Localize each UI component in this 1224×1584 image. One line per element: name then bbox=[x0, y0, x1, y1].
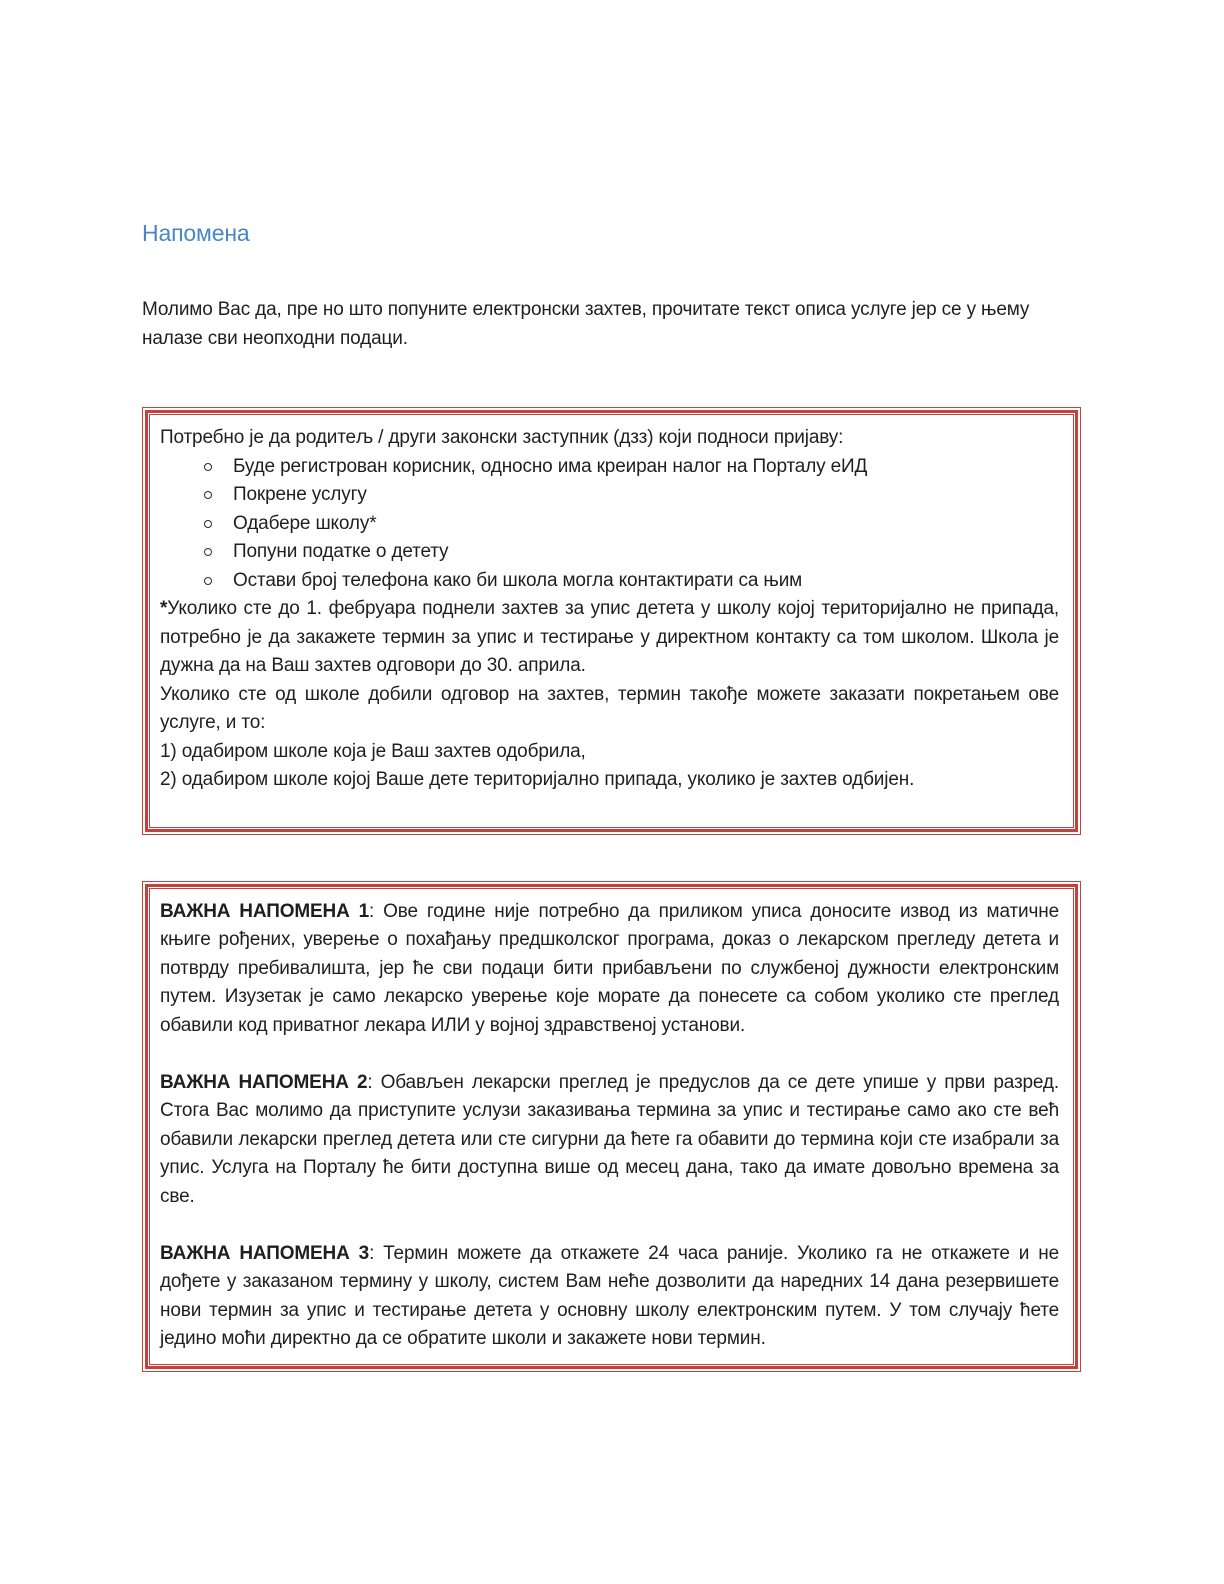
bullet-circle-icon bbox=[204, 463, 212, 471]
important-note-1 bbox=[160, 898, 1059, 1041]
requirements-list bbox=[160, 453, 1059, 596]
important-note-2-label: ВАЖНА НАПОМЕНА 2 bbox=[160, 1071, 368, 1093]
bullet-circle-icon bbox=[204, 577, 212, 585]
important-notes-box-mid-border bbox=[145, 884, 1078, 1369]
important-note-2-text: : Обављен лекарски преглед је предуслов да се дете упише у први разред. Стога Вас молимо да приступите услузи заказивања термина за упис и тестирање само ако сте већ обавили лекарски преглед детета или сте сигурни да ћете га обавити до термина који сте изабрали за упис. Услуга на Порталу ће бити доступна више од месец дана, тако да имате довољно времена за све. bbox=[160, 1071, 1059, 1207]
important-notes-box-content bbox=[149, 888, 1074, 1365]
important-note-1-label: ВАЖНА НАПОМЕНА 1 bbox=[160, 900, 370, 922]
list-item bbox=[160, 538, 1059, 567]
footnote-text: Уколико сте до 1. фебруара поднели захтев за упис детета у школу којој територијално не припада, потребно је да закажете термин за упис и тестирање у директном контакту са том школом. Школа је дужна да на Ваш захтев одговори до 30. априла. bbox=[160, 598, 1059, 676]
intro-paragraph: Молимо Вас да, пре но што попуните електронски захтев, прочитате текст описа услуге јер се у њему налазе сви неопходни подаци. bbox=[142, 299, 1030, 349]
important-note-3 bbox=[160, 1240, 1059, 1354]
school-response-paragraph: Уколико сте од школе добили одговор на захтев, термин такође можете заказати покретањем ове услуге, и то: bbox=[160, 683, 1059, 733]
requirements-box bbox=[142, 407, 1081, 835]
option-line: 2) одабиром школе којој Ваше дете територијално припада, уколико је захтев одбијен. bbox=[160, 769, 915, 790]
important-note-1-text: : Ове године није потребно да приликом уписа доносите извод из матичне књиге рођених, уверење о похађању предшколског програма, доказ о лекарском прегледу детета и потврду пребивалишта, јер ће сви подаци бити прибављени по службеној дужности електронским путем. Изузетак је само лекарско уверење које морате да понесете са собом уколико сте преглед обавили код приватног лекара ИЛИ у војној здравственој установи. bbox=[160, 900, 1059, 1036]
bullet-circle-icon bbox=[204, 491, 212, 499]
list-item bbox=[160, 567, 1059, 596]
list-item-label: Одабере школу* bbox=[233, 512, 377, 534]
important-note-2 bbox=[160, 1069, 1059, 1212]
bullet-circle-icon bbox=[204, 520, 212, 528]
important-notes-box bbox=[142, 881, 1081, 1372]
list-item-label: Буде регистрован корисник, односно има креиран налог на Порталу еИД bbox=[233, 455, 868, 477]
list-item bbox=[160, 481, 1059, 510]
list-item bbox=[160, 453, 1059, 482]
important-note-3-text: : Термин можете да откажете 24 часа раније. Уколико га не откажете и не дођете у заказаном термину у школу, систем Вам неће дозволити да наредних 14 дана резервишете нови термин за упис и тестирање детета у основну школу електронским путем. У том случају ћете једино моћи директно да се обратите школи и закажете нови термин. bbox=[160, 1242, 1059, 1349]
list-item-label: Остави број телефона како би школа могла контактирати са њим bbox=[233, 569, 803, 591]
bullet-circle-icon bbox=[204, 548, 212, 556]
footnote-asterisk: * bbox=[160, 598, 168, 619]
option-line: 1) одабиром школе која је Ваш захтев одобрила, bbox=[160, 740, 586, 762]
important-note-3-label: ВАЖНА НАПОМЕНА 3 bbox=[160, 1242, 370, 1264]
list-item-label: Покрене услугу bbox=[233, 484, 367, 505]
requirements-box-content bbox=[149, 414, 1074, 828]
requirements-title: Потребно је да родитељ / други законски заступник (дзз) који подноси пријаву: bbox=[160, 427, 844, 448]
requirements-box-mid-border bbox=[145, 410, 1078, 832]
footnote-paragraph bbox=[160, 595, 1059, 681]
list-item bbox=[160, 510, 1059, 539]
list-item-label: Попуни податке о детету bbox=[233, 541, 449, 562]
page-title: Напомена bbox=[142, 220, 250, 246]
